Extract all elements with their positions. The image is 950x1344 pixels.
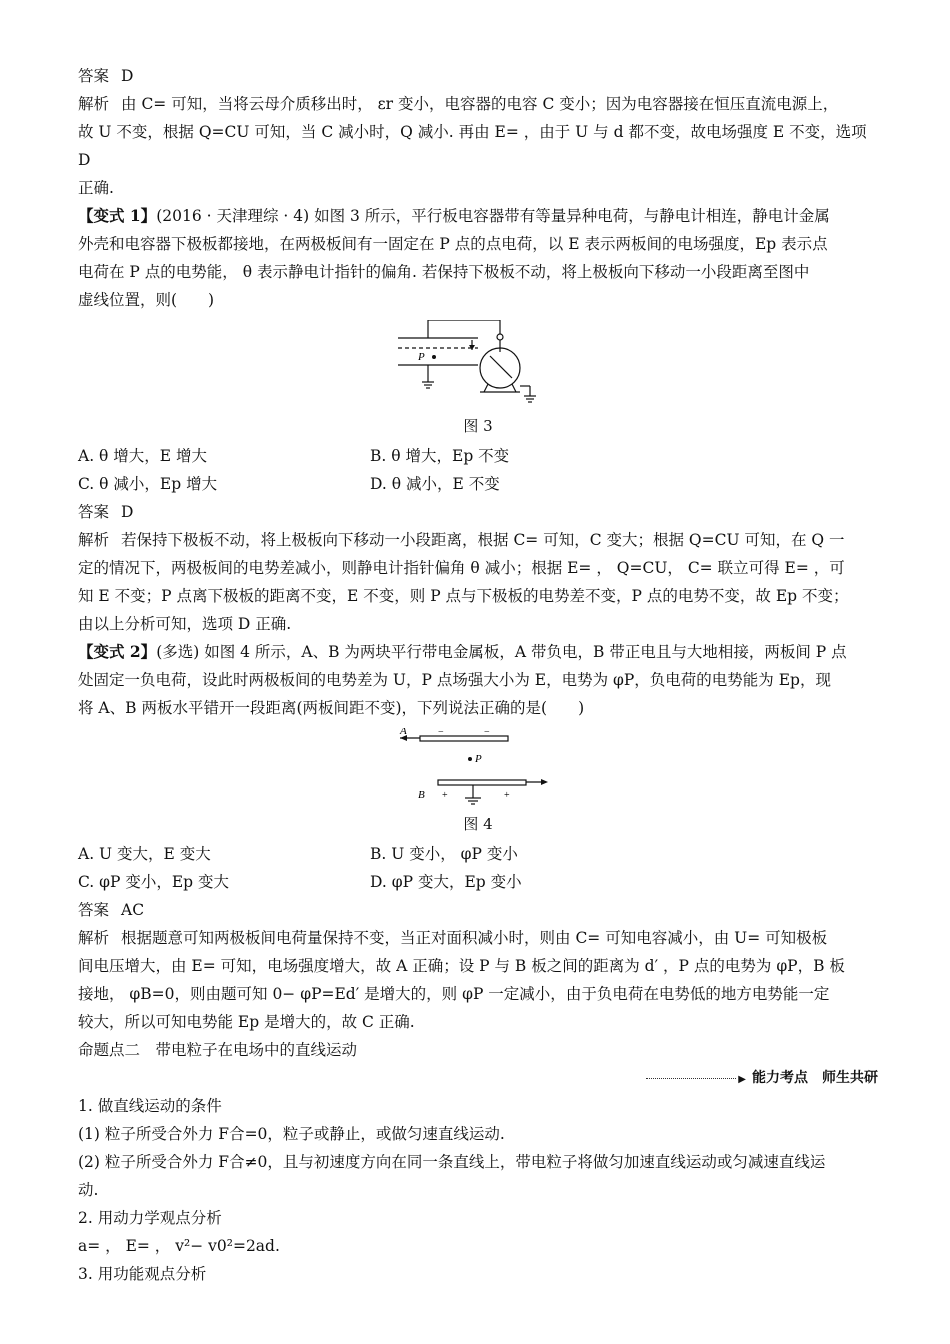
variant2-question bbox=[78, 638, 878, 722]
body-line: (1) 粒子所受合外力 F合=0，粒子或静止，或做匀速直线运动. bbox=[78, 1125, 505, 1143]
question-line: 虚线位置，则( ) bbox=[78, 291, 215, 309]
body-line: (2) 粒子所受合外力 F合≠0，且与初速度方向在同一条直线上，带电粒子将做匀加速直线运动或匀减速直线运 bbox=[78, 1153, 826, 1171]
analysis-paragraph bbox=[78, 90, 878, 202]
option-b: B. θ 增大，Ep 不变 bbox=[370, 447, 510, 465]
option-a: A. U 变大，E 变大 bbox=[78, 845, 211, 863]
figure-4-caption: 图 4 bbox=[463, 815, 493, 833]
question-line: (2016 · 天津理综 · 4) 如图 3 所示，平行板电容器带有等量异种电荷，与静电计相连，静电计金属 bbox=[156, 207, 830, 225]
analysis-line: 定的情况下，两极板间的电势差减小，则静电计指针偏角 θ 减小；根据 E= ， Q=CU， C= 联立可得 E= ，可 bbox=[78, 559, 845, 577]
figure-4 bbox=[78, 728, 878, 808]
dotted-rule bbox=[646, 1078, 736, 1079]
option-b: B. U 变小， φP 变小 bbox=[370, 845, 518, 863]
plate-b-label: B bbox=[418, 789, 425, 801]
minus-sign: − bbox=[438, 728, 444, 738]
section-badge-text: 能力考点 师生共研 bbox=[752, 1070, 878, 1086]
analysis-paragraph bbox=[78, 526, 878, 638]
analysis-line: 正确. bbox=[78, 179, 114, 197]
option-c: C. φP 变小，Ep 变大 bbox=[78, 873, 230, 891]
answer-label: 答案 bbox=[78, 503, 110, 521]
question-line: 外壳和电容器下极板都接地，在两极板间有一固定在 P 点的点电荷，以 E 表示两板间的电场强度，Ep 表示点 bbox=[78, 235, 828, 253]
question-line: (多选) 如图 4 所示，A、B 为两块平行带电金属板，A 带负电，B 带正电且与大地相接，两板间 P 点 bbox=[156, 643, 847, 661]
option-c: C. θ 减小，Ep 增大 bbox=[78, 475, 218, 493]
minus-sign: − bbox=[484, 728, 490, 738]
document-page bbox=[78, 62, 878, 1288]
arrow-right-icon: ▶ bbox=[738, 1074, 746, 1085]
analysis-line: 间电压增大，由 E= 可知，电场强度增大，故 A 正确；设 P 与 B 板之间的距离为 d′ ，P 点的电势为 φP，B 板 bbox=[78, 957, 845, 975]
figure3-point-label: P bbox=[418, 351, 425, 363]
analysis-line: 较大，所以可知电势能 Ep 是增大的，故 C 正确. bbox=[78, 1013, 415, 1031]
question-line: 电荷在 P 点的电势能， θ 表示静电计指针的偏角. 若保持下极板不动，将上极板向下移动一小段距离至图中 bbox=[78, 263, 810, 281]
answer-label: 答案 bbox=[78, 901, 110, 919]
plus-sign: + bbox=[504, 790, 510, 801]
point-p-label: P bbox=[475, 753, 482, 765]
variant1-question bbox=[78, 202, 878, 314]
figure-3-caption: 图 3 bbox=[463, 417, 493, 435]
answer-value: AC bbox=[121, 901, 145, 919]
question-line: 将 A、B 两板水平错开一段距离(两板间距不变)，下列说法正确的是( ) bbox=[78, 699, 585, 717]
analysis-line: 若保持下极板不动，将上极板向下移动一小段距离，根据 C= 可知，C 变大；根据 Q=CU 可知，在 Q 一 bbox=[121, 531, 845, 549]
analysis-line: 知 E 不变；P 点离下极板的距离不变，E 不变，则 P 点与下极板的电势差不变，P 点的电势不变，故 Ep 不变； bbox=[78, 587, 849, 605]
figure-3 bbox=[78, 320, 878, 410]
variant2-options bbox=[78, 840, 878, 896]
question-line: 处固定一负电荷，设此时两极板间的电势差为 U，P 点场强大小为 E，电势为 φP，负电荷的电势能为 Ep，现 bbox=[78, 671, 831, 689]
answer-line bbox=[78, 896, 878, 924]
variant1-options bbox=[78, 442, 878, 498]
answer-line bbox=[78, 498, 878, 526]
plate-a-label: A bbox=[400, 728, 407, 737]
body-line: 3. 用功能观点分析 bbox=[78, 1265, 207, 1283]
section-badge-bar bbox=[78, 1064, 878, 1092]
analysis-paragraph bbox=[78, 924, 878, 1036]
section-title: 命题点二 带电粒子在电场中的直线运动 bbox=[78, 1041, 358, 1059]
option-a: A. θ 增大，E 增大 bbox=[78, 447, 208, 465]
parallel-plates-diagram bbox=[398, 728, 558, 808]
analysis-line: 接地， φB=0，则由题可知 0− φP=Ed′ 是增大的，则 φP 一定减小，由于负电荷在电势低的地方电势能一定 bbox=[78, 985, 830, 1003]
section-body bbox=[78, 1092, 878, 1288]
analysis-line: 根据题意可知两极板间电荷量保持不变，当正对面积减小时，则由 C= 可知电容减小，由 U= 可知极板 bbox=[121, 929, 828, 947]
plus-sign: + bbox=[442, 790, 448, 801]
capacitor-electroscope-diagram bbox=[398, 320, 558, 410]
section-badge bbox=[646, 1064, 878, 1094]
option-d: D. φP 变大，Ep 变小 bbox=[370, 873, 522, 891]
answer-line bbox=[78, 62, 878, 90]
analysis-line: 由 C= 可知，当将云母介质移出时， εr 变小，电容器的电容 C 变小；因为电容器接在恒压直流电源上， bbox=[121, 95, 839, 113]
analysis-label: 解析 bbox=[78, 95, 110, 113]
variant2-tag: 【变式 2】 bbox=[78, 642, 157, 661]
analysis-label: 解析 bbox=[78, 929, 110, 947]
analysis-label: 解析 bbox=[78, 531, 110, 549]
option-d: D. θ 减小，E 不变 bbox=[370, 475, 500, 493]
body-line: 动. bbox=[78, 1181, 99, 1199]
body-line: 1. 做直线运动的条件 bbox=[78, 1097, 222, 1115]
answer-label: 答案 bbox=[78, 67, 110, 85]
body-line: a= ， E= ， v²− v0²=2ad. bbox=[78, 1237, 280, 1255]
answer-value: D bbox=[121, 67, 134, 85]
body-line: 2. 用动力学观点分析 bbox=[78, 1209, 222, 1227]
answer-value: D bbox=[121, 503, 134, 521]
analysis-line: 故 U 不变，根据 Q=CU 可知，当 C 减小时，Q 减小. 再由 E= ，由于 U 与 d 都不变，故电场强度 E 不变，选项 D bbox=[78, 123, 867, 169]
variant1-tag: 【变式 1】 bbox=[78, 206, 157, 225]
analysis-line: 由以上分析可知，选项 D 正确. bbox=[78, 615, 292, 633]
